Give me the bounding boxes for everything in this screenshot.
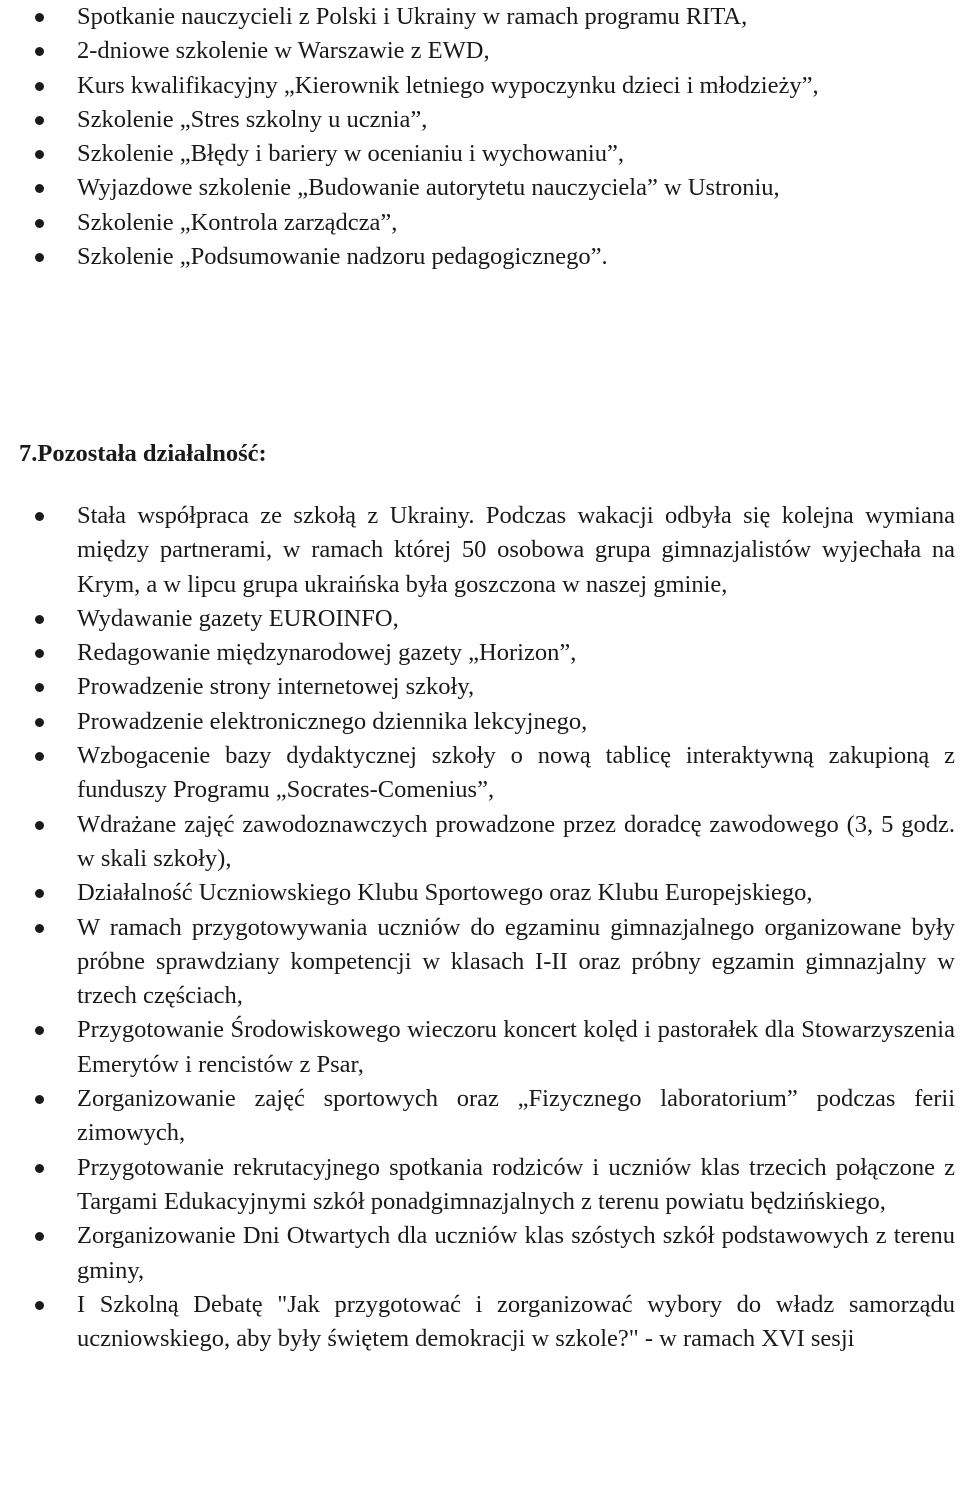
bullet-icon bbox=[35, 615, 44, 624]
list-item-text: Zorganizowanie zajęć sportowych oraz „Fizycznego laboratorium” podczas ferii zimowych, bbox=[77, 1085, 955, 1147]
list-item bbox=[0, 1082, 960, 1151]
bullet-icon bbox=[35, 13, 44, 22]
section-heading: 7.Pozostała działalność: bbox=[19, 440, 267, 467]
activities-list bbox=[0, 499, 960, 1356]
bullet-icon bbox=[35, 752, 44, 761]
list-item-text: W ramach przygotowywania uczniów do egzaminu gimnazjalnego organizowane były próbne sprawdziany kompetencji w klasach I-II oraz próbny egzamin gimnazjalny w trzech częściach, bbox=[77, 913, 955, 1010]
list-item-text: Prowadzenie strony internetowej szkoły, bbox=[77, 673, 475, 701]
list-item-text: Wyjazdowe szkolenie „Budowanie autorytetu nauczyciela” w Ustroniu, bbox=[77, 174, 780, 202]
list-item-text: Przygotowanie Środowiskowego wieczoru koncert kolęd i pastorałek dla Stowarzyszenia Emerytów i rencistów z Psar, bbox=[77, 1016, 955, 1078]
list-item-text: Kurs kwalifikacyjny „Kierownik letniego wypoczynku dzieci i młodzieży”, bbox=[77, 71, 819, 99]
bullet-icon bbox=[35, 1232, 44, 1241]
list-item-text: Stała współpraca ze szkołą z Ukrainy. Podczas wakacji odbyła się kolejna wymiana między partnerami, w ramach której 50 osobowa grupa gimnazjalistów wyjechała na Krym, a w lipcu grupa ukraińska była goszczona w naszej gminie, bbox=[77, 502, 955, 598]
list-item-text: Szkolenie „Stres szkolny u ucznia”, bbox=[77, 105, 428, 133]
list-item-text: Wydawanie gazety EUROINFO, bbox=[77, 604, 399, 632]
training-list bbox=[0, 0, 960, 274]
list-item-text: Wdrażane zajęć zawodoznawczych prowadzone przez doradcę zawodowego (3, 5 godz. w skali szkoły), bbox=[77, 810, 955, 872]
list-item bbox=[0, 103, 960, 137]
list-item bbox=[0, 1151, 960, 1220]
list-item bbox=[0, 876, 960, 910]
list-item bbox=[0, 705, 960, 739]
list-item-text: Wzbogacenie bazy dydaktycznej szkoły o nową tablicę interaktywną zakupioną z funduszy Programu „Socrates-Comenius”, bbox=[77, 742, 955, 804]
bullet-icon bbox=[35, 512, 44, 521]
bullet-icon bbox=[35, 47, 44, 56]
list-item bbox=[0, 739, 960, 808]
list-item bbox=[0, 34, 960, 68]
list-item bbox=[0, 1219, 960, 1288]
bullet-icon bbox=[35, 1164, 44, 1173]
list-item-text: 2-dniowe szkolenie w Warszawie z EWD, bbox=[77, 37, 490, 65]
bullet-icon bbox=[35, 82, 44, 91]
list-item bbox=[0, 670, 960, 704]
list-item-text: I Szkolną Debatę "Jak przygotować i zorganizować wybory do władz samorządu uczniowskiego, aby były świętem demokracji w szkole?" - w ramach XVI sesji bbox=[77, 1290, 955, 1353]
list-item-text: Szkolenie „Kontrola zarządcza”, bbox=[77, 208, 398, 236]
list-item-text: Redagowanie międzynarodowej gazety „Horizon”, bbox=[77, 639, 577, 667]
list-item-text: Szkolenie „Błędy i bariery w ocenianiu i wychowaniu”, bbox=[77, 140, 624, 168]
bullet-icon bbox=[35, 821, 44, 830]
list-item bbox=[0, 206, 960, 240]
bullet-icon bbox=[35, 889, 44, 898]
list-item-text: Przygotowanie rekrutacyjnego spotkania rodziców i uczniów klas trzecich połączone z Targami Edukacyjnymi szkół ponadgimnazjalnych z terenu powiatu będzińskiego, bbox=[77, 1153, 955, 1215]
bullet-icon bbox=[35, 116, 44, 125]
list-item bbox=[0, 636, 960, 670]
list-item bbox=[0, 602, 960, 636]
list-item-text: Prowadzenie elektronicznego dziennika lekcyjnego, bbox=[77, 707, 588, 735]
list-item bbox=[0, 911, 960, 1014]
list-item-text: Zorganizowanie Dni Otwartych dla uczniów klas szóstych szkół podstawowych z terenu gminy, bbox=[77, 1222, 955, 1284]
bullet-icon bbox=[35, 150, 44, 159]
bullet-icon bbox=[35, 1095, 44, 1104]
list-item bbox=[0, 1288, 960, 1357]
list-item bbox=[0, 137, 960, 171]
bullet-icon bbox=[35, 649, 44, 658]
bullet-icon bbox=[35, 184, 44, 193]
list-item bbox=[0, 499, 960, 602]
list-item bbox=[0, 808, 960, 877]
list-item bbox=[0, 0, 960, 34]
list-item-text: Spotkanie nauczycieli z Polski i Ukrainy w ramach programu RITA, bbox=[77, 3, 748, 30]
list-item bbox=[0, 171, 960, 205]
list-item-text: Działalność Uczniowskiego Klubu Sportowego oraz Klubu Europejskiego, bbox=[77, 879, 813, 907]
bullet-icon bbox=[35, 253, 44, 262]
list-item bbox=[0, 69, 960, 103]
bullet-icon bbox=[35, 219, 44, 228]
bullet-icon bbox=[35, 924, 44, 933]
list-item-text: Szkolenie „Podsumowanie nadzoru pedagogicznego”. bbox=[77, 243, 608, 271]
bullet-icon bbox=[35, 1026, 44, 1035]
bullet-icon bbox=[35, 683, 44, 692]
list-item bbox=[0, 240, 960, 274]
list-item bbox=[0, 1013, 960, 1082]
bullet-icon bbox=[35, 718, 44, 727]
bullet-icon bbox=[35, 1301, 44, 1310]
